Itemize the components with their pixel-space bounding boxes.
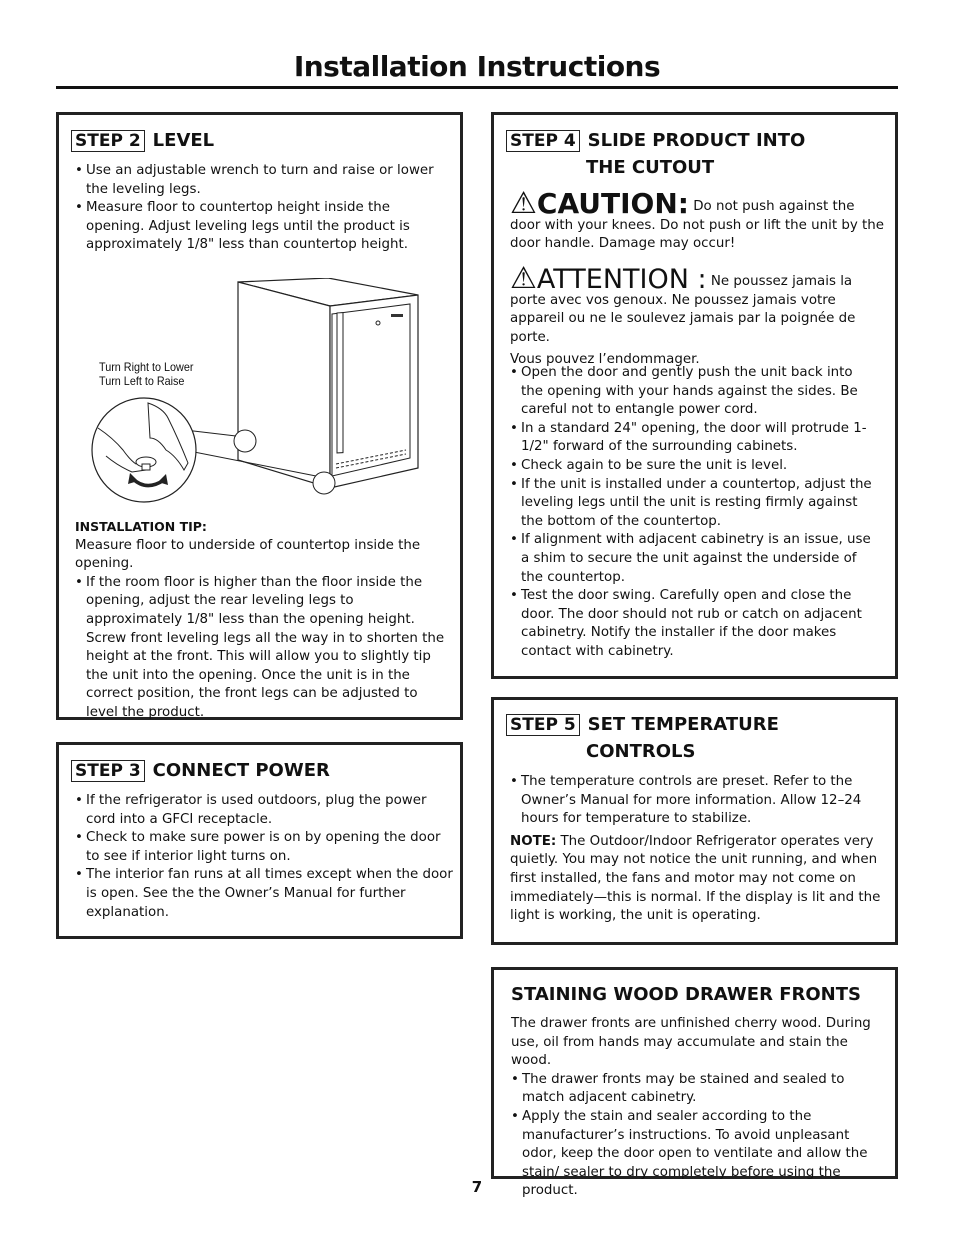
list-item: • The drawer fronts may be stained and sealed to match adjacent cabinetry. xyxy=(511,1071,887,1108)
list-item: • Check again to be sure the unit is level. xyxy=(510,457,878,476)
tip-heading: INSTALLATION TIP: xyxy=(75,519,207,534)
list-item: • Open the door and gently push the unit back into the opening with your hands against the sides. Be careful not to entangle power cord. xyxy=(510,364,878,420)
step2-tag: STEP 2 xyxy=(71,130,145,152)
step2-header xyxy=(71,127,214,154)
step5-header xyxy=(506,711,886,738)
step5-instructions xyxy=(510,773,882,926)
list-item: • Apply the stain and sealer according to the manufacturer’s instructions. To avoid unpleasant odor, keep the door open to ventilate and allow the stain/ sealer to dry completely before using the product. xyxy=(511,1108,887,1201)
list-item: • Check to make sure power is on by opening the door to see if interior light turns on. xyxy=(75,829,453,866)
step5-heading-line1: SET TEMPERATURE xyxy=(587,714,779,735)
step5-heading-line2: CONTROLS xyxy=(586,741,696,762)
attention-text-2: Vous pouvez l’endommager. xyxy=(510,352,700,368)
step4-heading-line1: SLIDE PRODUCT INTO xyxy=(587,130,806,151)
list-item: • The interior fan runs at all times except when the door is open. See the the Owner’s Manual for further explanation. xyxy=(75,866,453,922)
staining-intro: The drawer fronts are unfinished cherry wood. During use, oil from hands may accumulate and stain the wood. xyxy=(511,1016,871,1069)
warning-triangle-icon: ⚠ xyxy=(510,261,537,296)
list-item: • In a standard 24" opening, the door will protrude 1-1/2" forward of the surrounding cabinets. xyxy=(510,420,878,457)
caution-word: CAUTION: xyxy=(536,187,689,220)
step3-instructions xyxy=(75,792,453,922)
list-item: • If the room floor is higher than the floor inside the opening, adjust the rear leveling legs to approximately 1/8" less than the opening height. Screw front leveling legs all the way in to shorten the height at the front. This will allow you to slightly tip the unit into the opening. Once the unit is in the correct position, the front legs can be adjusted to level the product. xyxy=(75,574,447,723)
note-label: NOTE: xyxy=(510,833,557,849)
step3-tag: STEP 3 xyxy=(71,760,145,782)
list-item: • Test the door swing. Carefully open and close the door. The door should not rub or catch on adjacent cabinetry. Notify the installer if the door makes contact with cabinetry. xyxy=(510,587,878,661)
turn-left-label: Turn Left to Raise xyxy=(99,374,185,388)
title-rule xyxy=(56,86,898,89)
list-item: • If the refrigerator is used outdoors, plug the power cord into a GFCI receptacle. xyxy=(75,792,453,829)
caution-text: Do not push against the door with your knees. Do not push or lift the unit by the door handle. Damage may occur! xyxy=(510,199,885,252)
note-text: The Outdoor/Indoor Refrigerator operates very quietly. You may not notice the unit running, and when first installed, the fans and motor may not come on immediately—this is normal. If the display is lit and the light is working, the unit is operating. xyxy=(510,833,881,924)
caution-block xyxy=(510,186,886,254)
step3-header xyxy=(71,757,330,784)
page-number: 7 xyxy=(471,1178,483,1196)
tip-text: Measure floor to underside of countertop inside the opening. xyxy=(75,537,421,572)
attention-block xyxy=(510,261,886,370)
installation-tip xyxy=(75,518,447,723)
refrigerator-leveling-illustration xyxy=(88,278,433,503)
turn-right-label: Turn Right to Lower xyxy=(99,360,194,374)
step4-heading-line2: THE CUTOUT xyxy=(586,157,715,178)
step3-heading: CONNECT POWER xyxy=(152,760,330,781)
leveling-figure xyxy=(88,278,433,503)
staining-instructions xyxy=(511,1015,887,1201)
warning-triangle-icon: ⚠ xyxy=(510,186,537,221)
step4-header xyxy=(506,127,886,154)
step2-heading: LEVEL xyxy=(152,130,215,151)
attention-word: ATTENTION : xyxy=(536,264,707,295)
step5-tag: STEP 5 xyxy=(506,714,580,736)
page-title: Installation Instructions xyxy=(293,50,661,83)
list-item: • Measure floor to countertop height inside the opening. Adjust leveling legs until the product is approximately 1/8" less than countertop height. xyxy=(75,199,447,255)
step4-tag: STEP 4 xyxy=(506,130,580,152)
attention-text: Ne poussez jamais la porte avec vos genoux. Ne poussez jamais votre appareil ou ne le soulevez jamais par la poignée de porte. xyxy=(510,274,856,345)
staining-heading: STAINING WOOD DRAWER FRONTS xyxy=(511,984,861,1005)
list-item: • Use an adjustable wrench to turn and raise or lower the leveling legs. xyxy=(75,162,447,199)
step4-instructions xyxy=(510,364,878,662)
step2-instructions xyxy=(75,162,447,255)
list-item: • The temperature controls are preset. Refer to the Owner’s Manual for more information. Allow 12–24 hours for temperature to stabilize. xyxy=(510,773,882,829)
list-item: • If the unit is installed under a countertop, adjust the leveling legs until the unit is resting firmly against the bottom of the countertop. xyxy=(510,476,878,532)
list-item: • If alignment with adjacent cabinetry is an issue, use a shim to secure the unit against the underside of the countertop. xyxy=(510,531,878,587)
